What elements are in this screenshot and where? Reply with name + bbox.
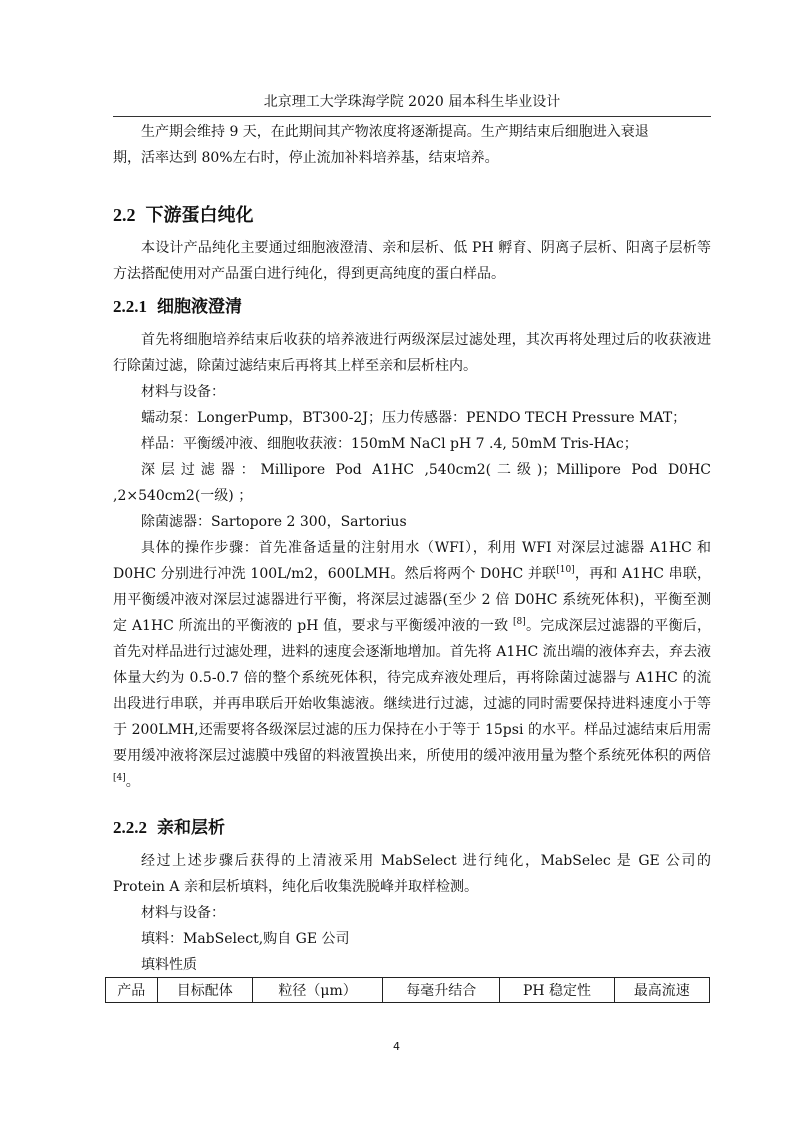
filler-line: 填料：MabSelect,购自 GE 公司 [141, 931, 350, 947]
procedure-text-4: 。 [125, 774, 140, 790]
section-number: 2.2 [113, 205, 136, 225]
filler-properties-table [105, 977, 710, 1003]
table-header-cell: 每毫升结合 [383, 978, 500, 1003]
citation-ref: [8] [513, 617, 526, 627]
sample-line: 样品：平衡缓冲液、细胞收获液：150mM NaCl pH 7 .4, 50mM Tris-HAc； [141, 436, 638, 452]
table-header-cell: 粒径（μm） [252, 978, 382, 1003]
table-header-cell: 目标配体 [157, 978, 252, 1003]
citation-ref: [10] [556, 565, 575, 575]
materials-label: 材料与设备： [141, 905, 225, 921]
materials-label: 材料与设备： [141, 384, 225, 400]
section-2-2-1-paragraph: 首先将细胞培养结束后收获的培养液进行两级深层过滤处理，其次再将处理过后的收获液进行除菌过滤，除菌过滤结束后再将其上样至亲和层析柱内。 [113, 332, 711, 374]
sterile-filter-line: 除菌滤器：Sartopore 2 300，Sartorius [141, 514, 407, 530]
intro-line-2: 期，活率达到 80%左右时，停止流加补料培养基，结束培养。 [113, 150, 499, 166]
table-header-row [106, 978, 710, 1003]
section-number: 2.2.2 [113, 818, 147, 837]
section-number: 2.2.1 [113, 297, 147, 316]
procedure-text-1: 具体的操作步骤：首先准备适量的注射用水（WFI），利用 WFI 对深层过滤器 A1HC 和 D0HC 分别进行冲洗 100L/m2，600LMH。然后将两个 D0HC 并联 [113, 540, 711, 582]
filler-props-line: 填料性质 [141, 957, 197, 973]
section-title: 细胞液澄清 [157, 297, 242, 317]
citation-ref: [4] [113, 773, 126, 783]
procedure-paragraph [113, 535, 711, 795]
section-heading-2-2-2 [113, 815, 225, 841]
table-header-cell: 最高流速 [614, 978, 709, 1003]
intro-line-1: 生产期会维持 9 天，在此期间其产物浓度将逐渐提高。生产期结束后细胞进入衰退 [141, 124, 649, 140]
section-heading-2-2-1 [113, 294, 242, 320]
depth-filter-paragraph: 深层过滤器：Millipore Pod A1HC ,540cm2(二级)；Millipore Pod D0HC ,2×540cm2(一级) ； [113, 462, 711, 504]
section-title: 亲和层析 [157, 818, 225, 838]
section-2-2-paragraph: 本设计产品纯化主要通过细胞液澄清、亲和层析、低 PH 孵育、阴离子层析、阳离子层析等方法搭配使用对产品蛋白进行纯化，得到更高纯度的蛋白样品。 [113, 240, 711, 282]
page-number: 4 [393, 1040, 400, 1053]
section-2-2-2-paragraph: 经过上述步骤后获得的上清液采用 MabSelect 进行纯化，MabSelec 是 GE 公司的 Protein A 亲和层析填料，纯化后收集洗脱峰并取样检测。 [113, 853, 711, 895]
table-header-cell: PH 稳定性 [500, 978, 614, 1003]
table-header-cell: 产品 [106, 978, 158, 1003]
pump-line: 蠕动泵：LongerPump，BT300-2J；压力传感器：PENDO TECH Pressure MAT； [141, 410, 687, 426]
section-title: 下游蛋白纯化 [145, 205, 254, 226]
procedure-text-2: ，再和 A1HC 串联，用平衡缓冲液对深层过滤器进行平衡，将深层过滤器(至少 2 倍 D0HC 系统死体积)，平衡至测定 A1HC 所流出的平衡液的 pH 值，要求与平衡缓冲液的一致 [113, 566, 711, 634]
page-header: 北京理工大学珠海学院 2020 届本科生毕业设计 [263, 94, 561, 110]
header-divider [113, 116, 711, 117]
section-heading-2-2 [113, 202, 254, 229]
procedure-text-3: 。完成深层过滤器的平衡后，首先对样品进行过滤处理，进料的速度会逐渐地增加。首先将 A1HC 流出端的液体弃去，弃去液体量大约为 0.5-0.7 倍的整个系统死体积，待完成弃液处理后，再将除菌过滤器与 A1HC 的流出段进行串联，并再串联后开始收集滤液。继续进行过滤，过滤的同时需要保持进料速度小于等于 200LMH,还需要将各级深层过滤的压力保持在小于等于 15psi 的水平。样品过滤结束后用需要用缓冲液将深层过滤膜中残留的料液置换出来，所使用的缓冲液用量为整个系统死体积的两倍 [113, 618, 712, 764]
